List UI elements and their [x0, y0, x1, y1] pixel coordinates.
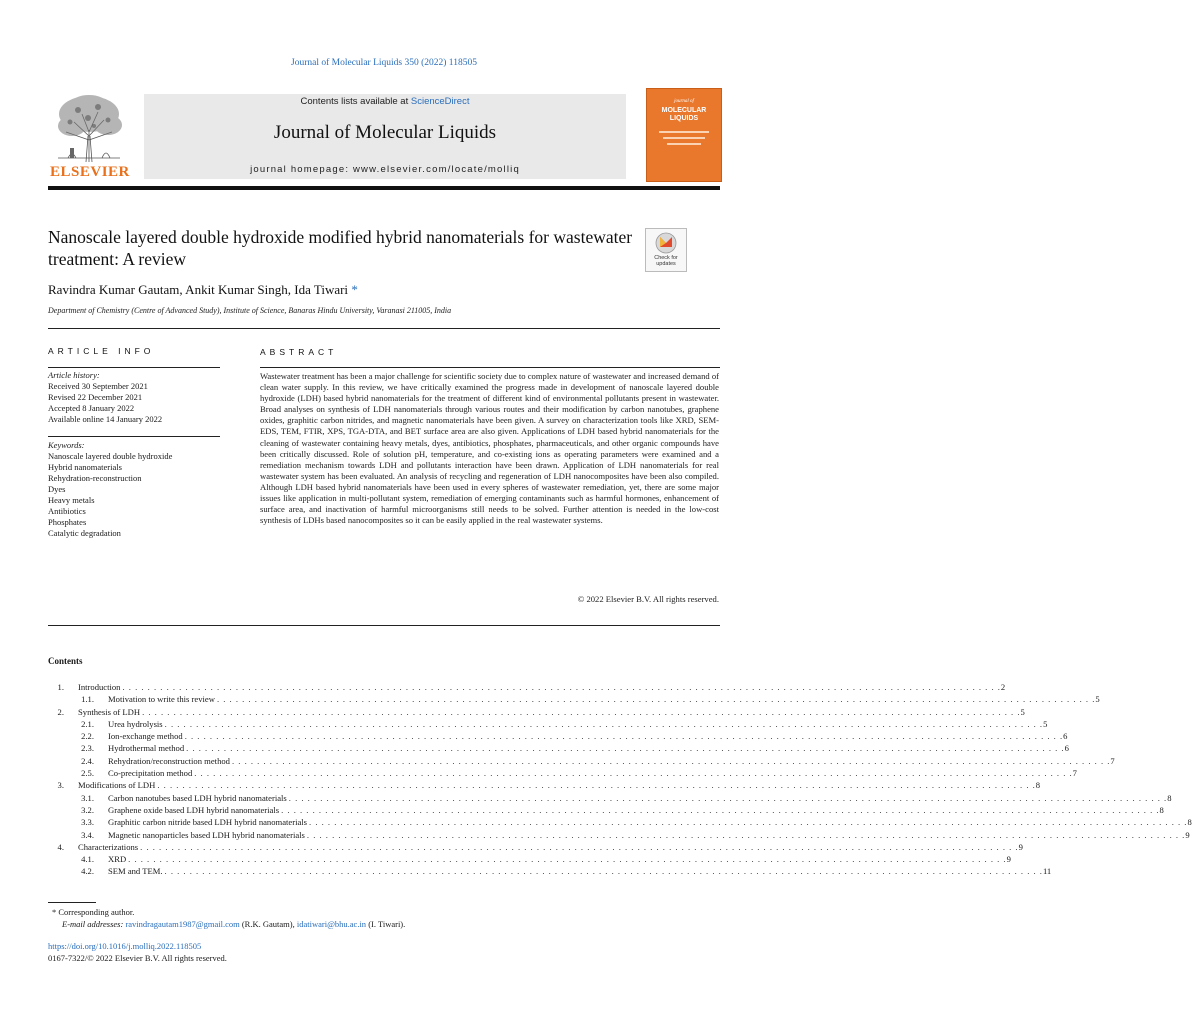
toc-number: 1. [57, 682, 64, 692]
toc-page-number: 8 [1035, 780, 1041, 791]
toc-leader-dots: . . . . . . . . . . . . . . . . . . . . . . . . . . . . . . . . . . . . . . . . . . . . . . . . . . . . . . . . . . . . . . . . . . . . . . . . . . . . . . . . . . . . . . . . . . . . . . . . . . . . . . . . . . . . . . . . . . . . . . . . . . . . . . . . . . . . . . . . . . . . [184, 731, 1064, 742]
toc-line [78, 706, 1025, 718]
toc-line [108, 767, 1077, 779]
toc-label: Synthesis of LDH [78, 706, 141, 717]
toc-page-number: 9 [1018, 841, 1023, 852]
author-list [48, 282, 358, 298]
email-link[interactable]: ravindragautam1987@gmail.com [125, 919, 240, 929]
toc-page-number: 5 [1043, 718, 1048, 729]
email-addresses-note [62, 919, 405, 929]
article-title: Nanoscale layered double hydroxide modified hybrid nanomaterials for wastewater treatment: A review [48, 227, 633, 269]
contents-title: Contents [48, 656, 83, 666]
sciencedirect-link[interactable]: ScienceDirect [410, 96, 470, 107]
toc-label: SEM and TEM. [108, 866, 163, 877]
article-history [48, 370, 220, 425]
keywords-list [48, 440, 220, 539]
toc-label: XRD [108, 854, 127, 865]
header-rule [48, 186, 720, 190]
toc-line [108, 730, 1068, 742]
toc-number: 2.4. [81, 755, 94, 766]
toc-entry[interactable] [48, 730, 1068, 742]
keywords-label: Keywords: [48, 440, 85, 450]
section-rule [48, 625, 720, 626]
toc-number: 1.1. [81, 694, 94, 705]
email-owner: (I. Tiwari). [368, 919, 406, 929]
keyword: Heavy metals [48, 495, 95, 505]
footnote-text: Corresponding author. [58, 907, 135, 917]
toc-page-number: 6 [1063, 731, 1068, 742]
toc-page-number: 8 [1187, 817, 1192, 828]
check-for-updates-badge[interactable] [645, 228, 687, 272]
journal-homepage[interactable]: journal homepage: www.elsevier.com/locate/molliq [250, 164, 520, 175]
toc-number: 3.3. [81, 817, 94, 828]
cover-line [659, 131, 709, 133]
toc-line [108, 829, 1190, 841]
toc-number: 4. [57, 841, 64, 852]
table-of-contents [48, 681, 1192, 878]
history-item: Received 30 September 2021 [48, 381, 148, 391]
corresponding-author-note [52, 907, 134, 917]
keyword: Dyes [48, 484, 66, 494]
toc-number: 4.1. [81, 854, 94, 865]
history-item: Available online 14 January 2022 [48, 414, 163, 424]
toc-page-number: 6 [1064, 743, 1069, 754]
crossmark-icon [646, 229, 686, 255]
article-info-heading: ARTICLE INFO [48, 346, 155, 356]
keyword: Hybrid nanomaterials [48, 462, 122, 472]
toc-entry[interactable] [48, 742, 1069, 754]
toc-page-number: 8 [1167, 792, 1172, 803]
contents-lists-line [144, 96, 626, 107]
toc-entry[interactable] [48, 804, 1164, 816]
corresponding-author-mark[interactable]: * [351, 282, 358, 297]
toc-number: 3.2. [81, 804, 94, 815]
toc-number: 2.2. [81, 731, 94, 742]
cover-title: MOLECULAR LIQUIDS [661, 107, 707, 122]
journal-banner [48, 92, 720, 182]
toc-page-number: 7 [1072, 768, 1077, 779]
toc-line [78, 779, 1041, 791]
toc-entry[interactable] [48, 718, 1048, 730]
toc-number: 2.1. [81, 718, 94, 729]
keyword: Rehydration-reconstruction [48, 473, 142, 483]
toc-leader-dots: . . . . . . . . . . . . . . . . . . . . . . . . . . . . . . . . . . . . . . . . . . . . . . . . . . . . . . . . . . . . . . . . . . . . . . . . . . . . . . . . . . . . . . . . . . . . . . . . . . . . . . . . . . . . . . . . . . . . . . . . . . . . . . . . . . . . . . . . . . . . [231, 755, 1111, 766]
toc-line [108, 755, 1115, 767]
toc-number: 3.4. [81, 829, 94, 840]
contents-prefix: Contents lists available at [300, 96, 411, 107]
toc-label: Carbon nanotubes based LDH hybrid nanomaterials [108, 792, 287, 803]
toc-line [108, 865, 1052, 877]
toc-line [108, 718, 1048, 730]
email-link[interactable]: idatiwari@bhu.ac.in [296, 919, 367, 929]
toc-page-number: 7 [1110, 755, 1115, 766]
toc-leader-dots: . . . . . . . . . . . . . . . . . . . . . . . . . . . . . . . . . . . . . . . . . . . . . . . . . . . . . . . . . . . . . . . . . . . . . . . . . . . . . . . . . . . . . . . . . . . . . . . . . . . . . . . . . . . . . . . . . . . . . . . . . . . . . . . . . . . . . . . . . . . . [140, 841, 1019, 852]
toc-label: Graphitic carbon nitride based LDH hybrid nanomaterials [108, 817, 308, 828]
toc-entry[interactable] [48, 853, 1011, 865]
toc-line [108, 804, 1164, 816]
toc-line [108, 792, 1172, 804]
toc-leader-dots: . . . . . . . . . . . . . . . . . . . . . . . . . . . . . . . . . . . . . . . . . . . . . . . . . . . . . . . . . . . . . . . . . . . . . . . . . . . . . . . . . . . . . . . . . . . . . . . . . . . . . . . . . . . . . . . . . . . . . . . . . . . . . . . . . . . . . . . . . . . . [186, 743, 1065, 754]
journal-title-box [144, 94, 626, 179]
elsevier-tree-logo [48, 92, 130, 182]
toc-entry[interactable] [48, 755, 1115, 767]
section-rule [48, 328, 720, 329]
toc-label: Urea hydrolysis [108, 718, 163, 729]
toc-line [108, 853, 1011, 865]
toc-entry[interactable] [48, 767, 1077, 779]
toc-page-number: 9 [1006, 854, 1011, 865]
toc-line [108, 742, 1069, 754]
affiliation: Department of Chemistry (Centre of Advanced Study), Institute of Science, Banaras Hindu University, Varanasi 211005, India [48, 306, 452, 315]
abstract-text: Wastewater treatment has been a major challenge for scientific society due to complex nature of wastewater and increased demand of clean water supply. In this review, we have critically examined the progress made in development of nanoscale layered double hydroxide (LDH) based hybrid nanomaterials for the treatment of different kind of environmental pollutants present in wastewater. Broad analyses on synthesis of LDH nanomaterials through various routes and their modification by carbon nanotubes, graphene oxides, graphitic carbon nitrides, and magnetic nanomaterials have been given. A survey on characterization tools like XRD, SEM-EDS, TEM, FTIR, XPS, TGA-DTA, and BET surface area are also given. Applications of LDH based hybrid nanomaterials for the cleaning of wastewater containing heavy metals, dyes, antibiotics, phosphates, pharmaceuticals, and other organic compounds have been critically discussed. Role of solution pH, temperature, and co-existing ions as operating parameters were examined and a remediation mechanism towards LDH and pollutants interaction have been drawn. Application of LDH nanomaterials for real wastewater system has been evaluated. An analysis of recycling and regeneration of LDH nanocomposites have been also compiled. Although LDH based hybrid nanomaterials have been used in every spheres of wastewater remediation, yet, there are some major issues like application in multi-pollutant system, remediation of emerging contaminants such as harmful hormones, enhancement of surface area, and inactivation of harmful microorganisms still needs to be solved. Further attention is needed in the low-cost synthesis of LDHs based nanocomposites so it can be easily applied in the real wastewater systems. [260, 371, 719, 526]
toc-entry[interactable] [48, 829, 1190, 841]
toc-number: 2.3. [81, 743, 94, 754]
toc-leader-dots: . . . . . . . . . . . . . . . . . . . . . . . . . . . . . . . . . . . . . . . . . . . . . . . . . . . . . . . . . . . . . . . . . . . . . . . . . . . . . . . . . . . . . . . . . . . . . . . . . . . . . . . . . . . . . . . . . . . . . . . . . . . . . . . . . . . . . . . . . . . . [142, 706, 1021, 717]
article-info-rule [48, 367, 220, 368]
toc-label: Graphene oxide based LDH hybrid nanomaterials [108, 804, 280, 815]
toc-leader-dots: . . . . . . . . . . . . . . . . . . . . . . . . . . . . . . . . . . . . . . . . . . . . . . . . . . . . . . . . . . . . . . . . . . . . . . . . . . . . . . . . . . . . . . . . . . . . . . . . . . . . . . . . . . . . . . . . . . . . . . . . . . . . . . . . . . . . . . . . . . . . [164, 866, 1043, 877]
toc-label: Hydrothermal method [108, 743, 185, 754]
toc-label: Modifications of LDH [78, 780, 156, 791]
toc-leader-dots: . . . . . . . . . . . . . . . . . . . . . . . . . . . . . . . . . . . . . . . . . . . . . . . . . . . . . . . . . . . . . . . . . . . . . . . . . . . . . . . . . . . . . . . . . . . . . . . . . . . . . . . . . . . . . . . . . . . . . . . . . . . . . . . . . . . . . . . . . . . . [309, 817, 1188, 828]
cover-line [663, 137, 705, 139]
toc-page-number: 11 [1042, 866, 1052, 877]
toc-leader-dots: . . . . . . . . . . . . . . . . . . . . . . . . . . . . . . . . . . . . . . . . . . . . . . . . . . . . . . . . . . . . . . . . . . . . . . . . . . . . . . . . . . . . . . . . . . . . . . . . . . . . . . . . . . . . . . . . . . . . . . . . . . . . . . . . . . . . . . . . . . . . [194, 768, 1073, 779]
toc-number: 2.5. [81, 768, 94, 779]
toc-page-number: 2 [1000, 682, 1006, 692]
toc-page-number: 5 [1020, 706, 1025, 717]
toc-entry[interactable] [48, 779, 1041, 791]
toc-entry[interactable] [48, 706, 1025, 718]
toc-label: Co-precipitation method [108, 768, 193, 779]
toc-entry[interactable] [48, 816, 1192, 828]
issn-copyright: 0167-7322/© 2022 Elsevier B.V. All rights reserved. [48, 953, 227, 963]
toc-label: Rehydration/reconstruction method [108, 755, 230, 766]
toc-label: Ion-exchange method [108, 731, 183, 742]
abstract-heading: ABSTRACT [260, 347, 338, 357]
toc-label: Characterizations [78, 841, 139, 852]
toc-label: Motivation to write this review [108, 694, 215, 705]
toc-label: Introduction [78, 682, 121, 692]
article-info-rule [48, 436, 220, 437]
footnote-mark: * [52, 907, 57, 917]
check-for-updates-label: Check for updates [654, 255, 678, 267]
toc-leader-dots: . . . . . . . . . . . . . . . . . . . . . . . . . . . . . . . . . . . . . . . . . . . . . . . . . . . . . . . . . . . . . . . . . . . . . . . . . . . . . . . . . . . . . . . . . . . . . . . . . . . . . . . . . . . . . . . . . . . . . . . . . . . . . . . . . . . . . . . . . . . . [157, 780, 1036, 791]
toc-leader-dots: . . . . . . . . . . . . . . . . . . . . . . . . . . . . . . . . . . . . . . . . . . . . . . . . . . . . . . . . . . . . . . . . . . . . . . . . . . . . . . . . . . . . . . . . . . . . . . . . . . . . . . . . . . . . . . . . . . . . . . . . . . . . . . . . . . . . . . . . . . . . [128, 854, 1007, 865]
toc-number: 4.2. [81, 866, 94, 877]
history-label: Article history: [48, 370, 100, 380]
toc-leader-dots: . . . . . . . . . . . . . . . . . . . . . . . . . . . . . . . . . . . . . . . . . . . . . . . . . . . . . . . . . . . . . . . . . . . . . . . . . . . . . . . . . . . . . . . . . . . . . . . . . . . . . . . . . . . . . . . . . . . . . . . . . . . . . . . . . . . . . . . . . . . . [122, 682, 1001, 692]
email-owner: (R.K. Gautam), [241, 919, 295, 929]
journal-reference-link[interactable]: Journal of Molecular Liquids 350 (2022) 118505 [291, 58, 477, 68]
elsevier-wordmark: ELSEVIER [50, 164, 130, 180]
toc-leader-dots: . . . . . . . . . . . . . . . . . . . . . . . . . . . . . . . . . . . . . . . . . . . . . . . . . . . . . . . . . . . . . . . . . . . . . . . . . . . . . . . . . . . . . . . . . . . . . . . . . . . . . . . . . . . . . . . . . . . . . . . . . . . . . . . . . . . . . . . . . . . . [216, 694, 1096, 705]
keyword: Catalytic degradation [48, 528, 121, 538]
toc-number: 3.1. [81, 792, 94, 803]
abstract-copyright: © 2022 Elsevier B.V. All rights reserved. [577, 594, 719, 604]
footnote-rule [48, 902, 96, 903]
toc-entry[interactable] [48, 865, 1052, 877]
keyword: Antibiotics [48, 506, 86, 516]
cover-line [667, 143, 701, 145]
toc-number: 2. [57, 706, 64, 717]
toc-entry[interactable] [48, 841, 1023, 853]
journal-name: Journal of Molecular Liquids [273, 122, 497, 143]
history-item: Revised 22 December 2021 [48, 392, 143, 402]
journal-cover-thumbnail[interactable] [646, 88, 722, 182]
toc-page-number: 8 [1159, 804, 1164, 815]
cover-journal-of: journal of [674, 99, 694, 104]
toc-label: Magnetic nanoparticles based LDH hybrid nanomaterials [108, 829, 305, 840]
authors-names: Ravindra Kumar Gautam, Ankit Kumar Singh, Ida Tiwari [48, 282, 349, 297]
keyword: Phosphates [48, 517, 87, 527]
email-label: E-mail addresses: [62, 919, 124, 929]
toc-line [78, 841, 1023, 853]
history-item: Accepted 8 January 2022 [48, 403, 135, 413]
keyword: Nanoscale layered double hydroxide [48, 451, 173, 461]
toc-line [108, 816, 1192, 828]
toc-leader-dots: . . . . . . . . . . . . . . . . . . . . . . . . . . . . . . . . . . . . . . . . . . . . . . . . . . . . . . . . . . . . . . . . . . . . . . . . . . . . . . . . . . . . . . . . . . . . . . . . . . . . . . . . . . . . . . . . . . . . . . . . . . . . . . . . . . . . . . . . . . . . [281, 804, 1160, 815]
toc-number: 3. [57, 780, 64, 791]
toc-entry[interactable] [48, 693, 1100, 705]
toc-leader-dots: . . . . . . . . . . . . . . . . . . . . . . . . . . . . . . . . . . . . . . . . . . . . . . . . . . . . . . . . . . . . . . . . . . . . . . . . . . . . . . . . . . . . . . . . . . . . . . . . . . . . . . . . . . . . . . . . . . . . . . . . . . . . . . . . . . . . . . . . . . . . [164, 718, 1044, 729]
toc-line [108, 693, 1100, 705]
toc-entry[interactable] [48, 681, 1006, 693]
toc-line [78, 681, 1006, 693]
toc-page-number: 5 [1095, 694, 1100, 705]
toc-entry[interactable] [48, 792, 1172, 804]
abstract-rule [260, 367, 720, 368]
doi-link[interactable]: https://doi.org/10.1016/j.molliq.2022.118505 [48, 941, 202, 951]
toc-leader-dots: . . . . . . . . . . . . . . . . . . . . . . . . . . . . . . . . . . . . . . . . . . . . . . . . . . . . . . . . . . . . . . . . . . . . . . . . . . . . . . . . . . . . . . . . . . . . . . . . . . . . . . . . . . . . . . . . . . . . . . . . . . . . . . . . . . . . . . . . . . . . [306, 829, 1186, 840]
toc-page-number: 9 [1185, 829, 1190, 840]
toc-leader-dots: . . . . . . . . . . . . . . . . . . . . . . . . . . . . . . . . . . . . . . . . . . . . . . . . . . . . . . . . . . . . . . . . . . . . . . . . . . . . . . . . . . . . . . . . . . . . . . . . . . . . . . . . . . . . . . . . . . . . . . . . . . . . . . . . . . . . . . . . . . . . [288, 792, 1168, 803]
